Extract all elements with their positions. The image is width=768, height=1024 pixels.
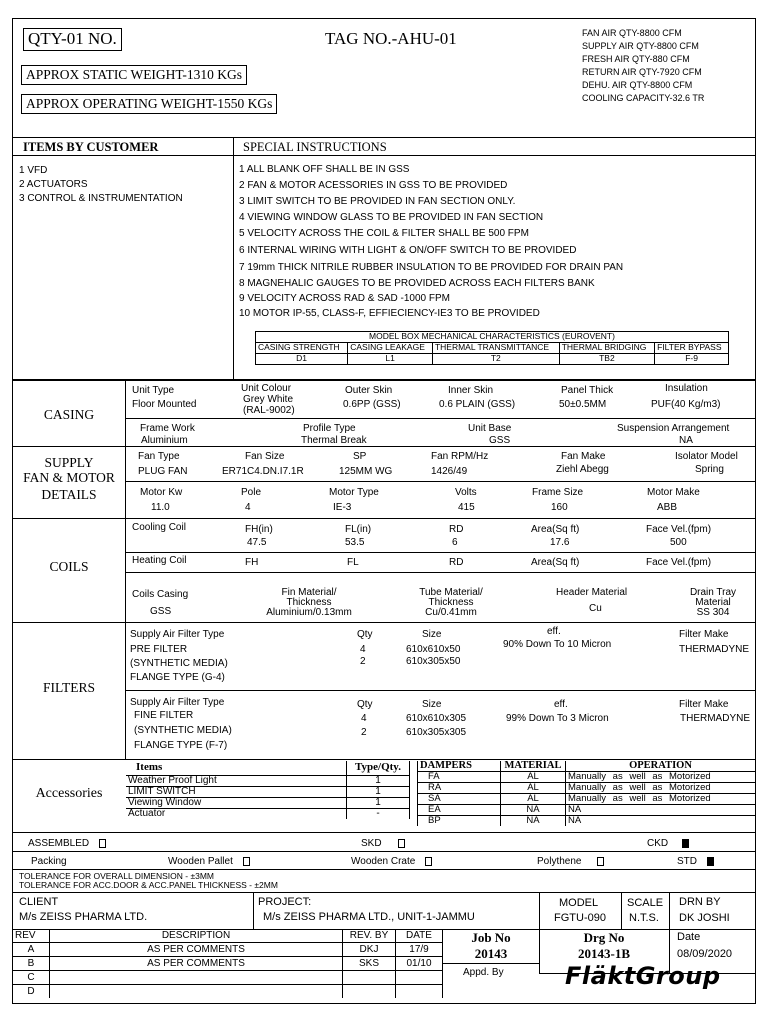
- std-checkbox-checked: [707, 857, 714, 866]
- profile-type-label: Profile Type: [303, 423, 356, 434]
- suspension-label: Suspension Arrangement: [617, 423, 730, 434]
- motor-type: IE-3: [333, 502, 352, 513]
- dampers-table: [417, 761, 755, 826]
- rev-date: 01/10: [396, 957, 443, 971]
- suspension: NA: [679, 435, 693, 446]
- inner-skin-label: Inner Skin: [448, 385, 494, 396]
- fan-section-label: SUPPLY FAN & MOTOR DETAILS: [23, 455, 115, 502]
- accessory-qty: 1: [347, 798, 410, 809]
- rev-id: C: [13, 971, 50, 985]
- unit-colour: Grey White: [243, 394, 294, 405]
- inner-skin: 0.6 PLAIN (GSS): [439, 399, 516, 410]
- items-header: Items: [126, 761, 347, 776]
- customer-item: 3 CONTROL & INSTRUMENTATION: [19, 193, 183, 204]
- dampers-header: DAMPERS: [418, 761, 501, 772]
- fine-qty-label: Qty: [357, 699, 373, 710]
- model-box-value: TB2: [559, 354, 654, 365]
- pole: 4: [245, 502, 251, 513]
- customer-item: 2 ACTUATORS: [19, 179, 88, 190]
- model-box-value: L1: [348, 354, 433, 365]
- fan-size-label: Fan Size: [245, 451, 285, 462]
- drawn-by-label: DRN BY: [679, 896, 721, 908]
- unit-base-label: Unit Base: [468, 423, 512, 434]
- damper-operation: NA: [566, 805, 756, 816]
- fine-make: THERMADYNE: [680, 713, 751, 724]
- unit-colour-label: Unit Colour: [241, 383, 292, 394]
- frame-size-label: Frame Size: [532, 487, 584, 498]
- model-value: FGTU-090: [554, 912, 606, 924]
- damper-operation: NA: [566, 816, 756, 827]
- isolator: Spring: [695, 464, 724, 475]
- fine-size: 610x305x305: [406, 727, 467, 738]
- coils-casing-label: Coils Casing: [132, 589, 189, 600]
- frame-size: 160: [551, 502, 568, 513]
- rev-description: AS PER COMMENTS: [50, 943, 343, 957]
- model-box-value: D1: [256, 354, 348, 365]
- model-box-value: F-9: [655, 354, 729, 365]
- packing-label: Packing: [31, 856, 67, 867]
- damper-name: SA: [418, 794, 501, 805]
- damper-operation: Manually as well as Motorized: [566, 794, 756, 805]
- fine-qty: 2: [361, 727, 367, 738]
- rev-description: [50, 971, 343, 985]
- coils-label: COILS: [49, 559, 89, 574]
- drawn-by-value: DK JOSHI: [679, 912, 730, 924]
- assembled-option: ASSEMBLED: [28, 838, 106, 849]
- rd: 6: [452, 537, 458, 548]
- isolator-label: Isolator Model: [675, 451, 738, 462]
- model-box-header: THERMAL BRIDGING: [559, 343, 654, 354]
- unit-type-label: Unit Type: [132, 385, 175, 396]
- type-qty-header: Type/Qty.: [347, 761, 410, 776]
- qty-box: QTY-01 NO.: [23, 28, 122, 51]
- polythene-checkbox: [597, 857, 604, 866]
- static-weight-box: APPROX STATIC WEIGHT-1310 KGs: [21, 65, 247, 85]
- pre-filter-type-label: Supply Air Filter Type: [130, 629, 225, 640]
- customer-item: 1 VFD: [19, 165, 48, 176]
- pre-filter-line: FLANGE TYPE (G-4): [130, 672, 225, 683]
- area: 17.6: [550, 537, 570, 548]
- air-quantities: FAN AIR QTY-8800 CFM SUPPLY AIR QTY-8800 CFM FRESH AIR QTY-880 CFM RETURN AIR QTY-7920 CFM DEHU. AIR QTY-8800 CFM COOLING CAPACITY-32.6 TR: [582, 28, 705, 103]
- heating-fl-label: FL: [347, 557, 359, 568]
- frame-work: Aluminium: [141, 435, 188, 446]
- job-no-label: Job No: [471, 930, 511, 945]
- damper-material: NA: [501, 816, 566, 827]
- filters-label: FILTERS: [42, 680, 96, 695]
- casing-label: CASING: [43, 407, 95, 422]
- rev-date: 17/9: [396, 943, 443, 957]
- pre-size: 610x305x50: [406, 656, 461, 667]
- motor-make: ABB: [657, 502, 678, 513]
- model-box-table: [255, 331, 729, 365]
- wooden-crate-option: Wooden Crate: [351, 856, 432, 867]
- drain-tray-material-label: Material: [695, 597, 731, 608]
- frame-work-label: Frame Work: [140, 423, 195, 434]
- fan-type: PLUG FAN: [138, 466, 188, 477]
- pre-filter-line: (SYNTHETIC MEDIA): [130, 658, 228, 669]
- outer-skin: 0.6PP (GSS): [343, 399, 401, 410]
- fan-type-label: Fan Type: [138, 451, 180, 462]
- rev-by: [343, 985, 396, 999]
- ckd-option: CKD: [647, 838, 689, 849]
- date-value: 08/09/2020: [677, 948, 733, 960]
- profile-type: Thermal Break: [301, 435, 367, 446]
- fl-in: 53.5: [345, 537, 365, 548]
- project-label: PROJECT:: [258, 896, 312, 908]
- fine-size: 610x610x305: [406, 713, 467, 724]
- wooden-pallet-option: Wooden Pallet: [168, 856, 250, 867]
- volts-label: Volts: [455, 487, 477, 498]
- tube-thickness-label: Thickness: [428, 597, 474, 608]
- drawing-no-value: 20143-1B: [578, 946, 630, 961]
- pre-make-label: Filter Make: [679, 629, 729, 640]
- model-box-value: T2: [432, 354, 559, 365]
- pre-filter-line: PRE FILTER: [130, 644, 188, 655]
- header-material-label: Header Material: [556, 587, 628, 598]
- fine-qty: 4: [361, 713, 367, 724]
- insulation-label: Insulation: [665, 383, 708, 394]
- rev-date: [396, 985, 443, 999]
- panel-thick: 50±0.5MM: [559, 399, 607, 410]
- client-label: CLIENT: [19, 896, 59, 908]
- fine-make-label: Filter Make: [679, 699, 729, 710]
- sp: 125MM WG: [339, 466, 393, 477]
- fan-size: ER71C4.DN.I7.1R: [222, 466, 304, 477]
- drain-tray-label: Drain Tray: [689, 587, 737, 598]
- std-option: STD: [677, 856, 714, 867]
- tolerance-line: TOLERANCE FOR OVERALL DIMENSION - ±3MM: [19, 871, 215, 881]
- fine-filter-type-label: Supply Air Filter Type: [130, 697, 225, 708]
- sp-label: SP: [353, 451, 367, 462]
- model-box-header: FILTER BYPASS: [655, 343, 729, 354]
- fan-make: Ziehl Abegg: [556, 464, 609, 475]
- model-box-header: CASING STRENGTH: [256, 343, 348, 354]
- accessories-table: [126, 761, 410, 819]
- rev-header: REV: [13, 929, 50, 943]
- header-material: Cu: [589, 603, 602, 614]
- motor-kw-label: Motor Kw: [140, 487, 183, 498]
- unit-type: Floor Mounted: [132, 399, 197, 410]
- outer-skin-label: Outer Skin: [345, 385, 393, 396]
- revision-table: [13, 929, 443, 998]
- drawing-no-label: Drg No: [583, 930, 625, 945]
- scale-value: N.T.S.: [629, 912, 659, 924]
- date-label: Date: [677, 931, 701, 943]
- flaktgroup-logo: FläktGroup: [565, 962, 721, 990]
- rev-id: D: [13, 985, 50, 999]
- accessory-item: LIMIT SWITCH: [126, 787, 347, 798]
- drain-tray: SS 304: [696, 607, 730, 618]
- wooden-pallet-checkbox: [243, 857, 250, 866]
- face-vel: 500: [670, 537, 687, 548]
- fh-in: 47.5: [247, 537, 267, 548]
- damper-name: RA: [418, 783, 501, 794]
- model-box-header: THERMAL TRANSMITTANCE: [432, 343, 559, 354]
- damper-material: AL: [501, 772, 566, 783]
- damper-material: NA: [501, 805, 566, 816]
- accessory-item: Weather Proof Light: [126, 776, 347, 787]
- motor-type-label: Motor Type: [329, 487, 379, 498]
- fine-eff: 99% Down To 3 Micron: [506, 713, 609, 724]
- material-header: MATERIAL: [501, 761, 566, 772]
- project-name: M/s ZEISS PHARMA LTD., UNIT-1-JAMMU: [263, 911, 475, 923]
- rev-description: [50, 985, 343, 999]
- heating-fh-label: FH: [245, 557, 259, 568]
- special-instructions-list: 1 ALL BLANK OFF SHALL BE IN GSS 2 FAN & MOTOR ACESSORIES IN GSS TO BE PROVIDED 3 LIMIT SWITCH TO BE PROVIDED IN FAN SECTION ONLY. 4 VIEWING WINDOW GLASS TO BE PROVIDED IN FAN SECTION 5 VELOCITY ACROSS THE COIL & FILTER SHALL BE 500 FPM 6 INTERNAL WIRING WITH LIGHT & ON/OFF SWITCH TO BE PROVIDED 7 19mm THICK NITRILE RUBBER INSULATION TO BE PROVIDED FOR DRAIN PAN 8 MAGNEHALIC GAUGES TO BE PROVIDED ACROSS EACH FILTERS BANK 9 VELOCITY ACROSS RAD & SAD -1000 FPM 10 MOTOR IP-55, CLASS-F, EFFIECIENCY-IE3 TO BE PROVIDED: [239, 164, 624, 319]
- pre-eff: 90% Down To 10 Micron: [503, 639, 612, 650]
- rev-id: B: [13, 957, 50, 971]
- damper-name: FA: [418, 772, 501, 783]
- motor-kw: 11.0: [151, 502, 170, 513]
- fin-thickness-label: Thickness: [286, 597, 332, 608]
- scale-label: SCALE: [627, 897, 664, 909]
- fine-filter-line: FINE FILTER: [134, 710, 194, 721]
- special-instructions-title: SPECIAL INSTRUCTIONS: [243, 140, 387, 154]
- fine-filter-line: FLANGE TYPE (F-7): [134, 740, 228, 751]
- panel-thick-label: Panel Thick: [561, 385, 614, 396]
- rev-by: SKS: [343, 957, 396, 971]
- operating-weight-box: APPROX OPERATING WEIGHT-1550 KGs: [21, 94, 277, 114]
- pole-label: Pole: [241, 487, 262, 498]
- accessory-qty: 1: [347, 776, 410, 787]
- unit-base: GSS: [489, 435, 511, 446]
- rev-date: [396, 971, 443, 985]
- job-no-value: 20143: [474, 946, 508, 961]
- description-header: DESCRIPTION: [50, 929, 343, 943]
- unit-colour-ral: (RAL-9002): [243, 405, 295, 416]
- model-box-title: MODEL BOX MECHANICAL CHARACTERISTICS (EUROVENT): [256, 332, 729, 343]
- polythene-option: Polythene: [537, 856, 604, 867]
- skd-checkbox: [398, 839, 405, 848]
- heating-area-label: Area(Sq ft): [531, 557, 580, 568]
- rev-by-header: REV. BY: [343, 929, 396, 943]
- approved-by-label: Appd. By: [463, 967, 504, 978]
- motor-make-label: Motor Make: [647, 487, 700, 498]
- coils-casing: GSS: [150, 606, 172, 617]
- insulation: PUF(40 Kg/m3): [651, 399, 721, 410]
- accessory-qty: 1: [347, 787, 410, 798]
- model-box-header: CASING LEAKAGE: [348, 343, 433, 354]
- rev-by: DKJ: [343, 943, 396, 957]
- rev-by: [343, 971, 396, 985]
- date-header: DATE: [396, 929, 443, 943]
- accessory-item: Actuator: [126, 809, 347, 820]
- fine-size-label: Size: [422, 699, 442, 710]
- face-vel-label: Face Vel.(fpm): [646, 524, 712, 535]
- ckd-checkbox-checked: [682, 839, 689, 848]
- tolerance-line: TOLERANCE FOR ACC.DOOR & ACC.PANEL THICKNESS - ±2MM: [19, 880, 278, 890]
- heating-coil-label: Heating Coil: [132, 555, 187, 566]
- pre-qty-label: Qty: [357, 629, 373, 640]
- pre-qty: 2: [360, 656, 366, 667]
- accessory-item: Viewing Window: [126, 798, 347, 809]
- heating-face-vel-label: Face Vel.(fpm): [646, 557, 712, 568]
- area-label: Area(Sq ft): [531, 524, 580, 535]
- tag-number: TAG NO.-AHU-01: [325, 29, 457, 48]
- rev-id: A: [13, 943, 50, 957]
- tube-material: Cu/0.41mm: [425, 607, 477, 618]
- fin-material-label: Fin Material/: [281, 587, 337, 598]
- pre-size: 610x610x50: [406, 644, 461, 655]
- accessories-label: Accessories: [35, 786, 103, 801]
- fl-in-label: FL(in): [345, 524, 372, 535]
- damper-name: EA: [418, 805, 501, 816]
- damper-operation: Manually as well as Motorized: [566, 783, 756, 794]
- damper-name: BP: [418, 816, 501, 827]
- fine-eff-label: eff.: [554, 699, 568, 710]
- cooling-coil-label: Cooling Coil: [132, 522, 186, 533]
- assembled-checkbox: [99, 839, 106, 848]
- fin-material: Aluminium/0.13mm: [266, 607, 352, 618]
- heating-rd-label: RD: [449, 557, 464, 568]
- damper-material: AL: [501, 794, 566, 805]
- rev-description: AS PER COMMENTS: [50, 957, 343, 971]
- pre-qty: 4: [360, 644, 366, 655]
- accessory-qty: -: [347, 809, 410, 820]
- fine-filter-line: (SYNTHETIC MEDIA): [134, 725, 232, 736]
- fh-in-label: FH(in): [245, 524, 273, 535]
- wooden-crate-checkbox: [425, 857, 432, 866]
- tube-material-label: Tube Material/: [419, 587, 483, 598]
- model-label: MODEL: [559, 897, 599, 909]
- pre-make: THERMADYNE: [679, 644, 750, 655]
- drawing-sheet: [12, 18, 756, 1004]
- rpm-label: Fan RPM/Hz: [431, 451, 489, 462]
- rpm: 1426/49: [431, 466, 468, 477]
- rd-label: RD: [449, 524, 464, 535]
- pre-size-label: Size: [422, 629, 442, 640]
- client-name: M/s ZEISS PHARMA LTD.: [19, 911, 148, 923]
- damper-material: AL: [501, 783, 566, 794]
- operation-header: OPERATION: [566, 761, 756, 772]
- volts: 415: [458, 502, 475, 513]
- items-by-customer-title: ITEMS BY CUSTOMER: [23, 140, 159, 154]
- pre-eff-label: eff.: [547, 626, 561, 637]
- fan-make-label: Fan Make: [561, 451, 606, 462]
- damper-operation: Manually as well as Motorized: [566, 772, 756, 783]
- skd-option: SKD: [361, 838, 405, 849]
